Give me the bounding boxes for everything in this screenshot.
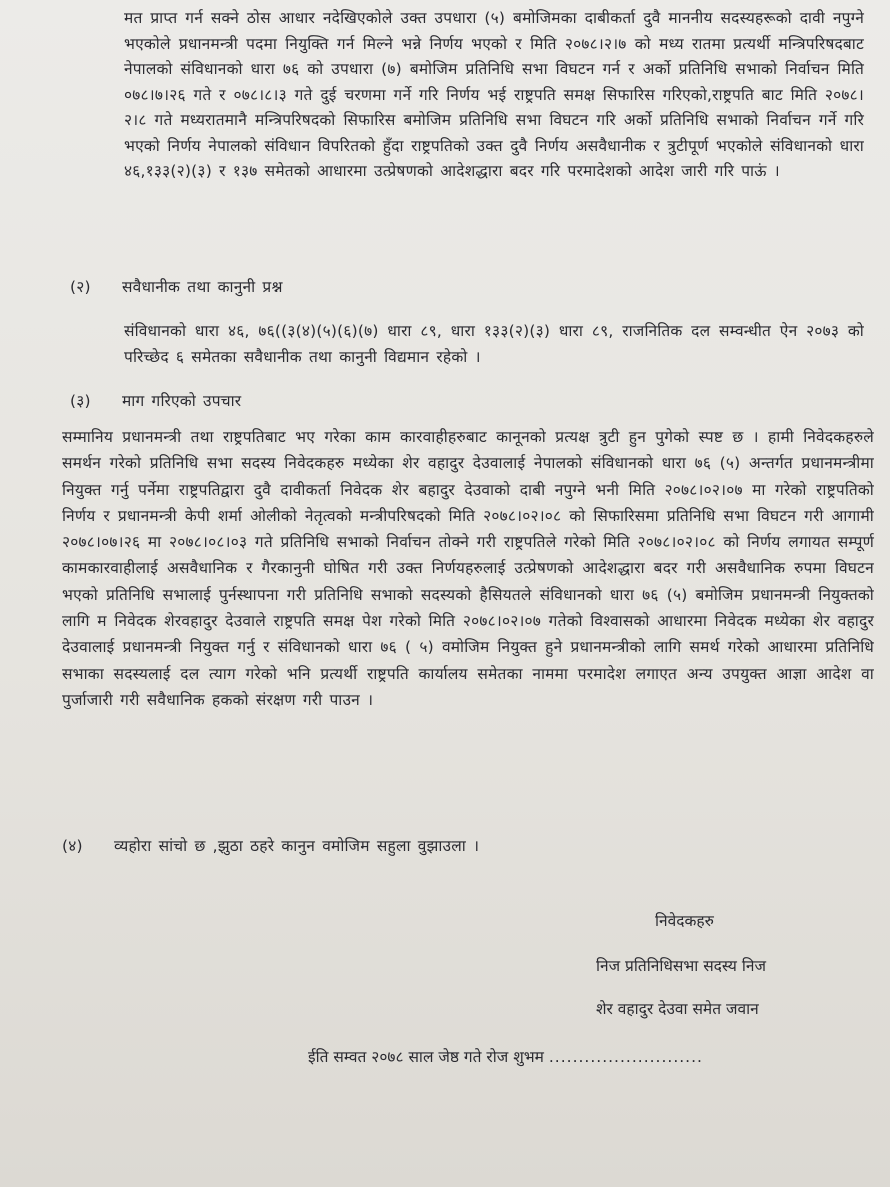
section-3-body: सम्मानिय प्रधानमन्त्री तथा राष्ट्रपतिबाट भए गरेका काम कारवाहीहरुबाट कानूनको प्रत्यक्ष त्रुटी हुन पुगेको स्पष्ट छ । हामी निवेदकहरुले समर्थन गरेको प्रतिनिधि सभा सदस्य निवेदकहरु मध्येका शेर वहादुर देउवालाई नेपालको संविधानको धारा ७६ (५) अन्तर्गत प्रधानमन्त्रीमा नियुक्त गर्नु पर्नेमा राष्ट्रपतिद्वारा दुवै दावीकर्ता निवेदक शेर बहादुर देउवाको दाबी नपुग्ने भनी मिति २०७८।०२।०७ मा गरेको राष्ट्रपतिको निर्णय र प्रधानमन्त्री केपी शर्मा ओलीको नेतृत्वको मन्त्रीपरिषदको मिति २०७८।०२।०८ को सिफारिसमा प्रतिनिधि सभा विघटन गरी आगामी २०७८।०७।२६ मा २०७८।०८।०३ गते प्रतिनिधि सभाको निर्वाचन तोक्ने गरी राष्ट्रपतिले गरेको मिति २०७८।०२।०८ को निर्णय लगायत सम्पूर्ण कामकारवाहीलाई असवैधानिक र गैरकानुनी घोषित गरी उक्त निर्णयहरुलाई उत्प्रेषणको आदेशद्धारा बदर गरी असवैधानिक रुपमा विघटन भएको प्रतिनिधि सभालाई पुर्नस्थापना गरी प्रतिनिधि सभाको सदस्यको हैसियतले संविधानको धारा ७६ (५) बमोजिम प्रधानमन्त्री नियुक्तको लागि म निवेदक शेरवहादुर देउवाले राष्ट्रपति समक्ष पेश गरेको मिति २०७८।०२।०७ गतेको विश्वासको आधारमा निवेदक मध्येका शेर वहादुर देउवालाई प्रधानमन्त्री नियुक्त गर्नु र संविधानको धारा ७६ ( ५) वमोजिम नियुक्त हुने प्रधानमन्त्रीको लागि समर्थ गरेको आधारमा प्रतिनिधि सभाका सदस्यलाई दल त्याग गरेको भनि प्रत्यर्थी राष्ट्रपति कार्यालय समेतका नाममा परमादेश लगाएत अन्य उपयुक्त आज्ञा आदेश वा पुर्जाजारी गरी सवैधानिक हकको संरक्षण गरी पाउन । bbox=[62, 428, 874, 709]
signature-title: निवेदकहरु bbox=[655, 912, 714, 930]
signature-line-1: निज प्रतिनिधिसभा सदस्य निज bbox=[596, 957, 766, 975]
section-3-heading bbox=[70, 389, 470, 415]
section-4-declaration bbox=[62, 834, 762, 860]
section-3-number: (३) bbox=[70, 392, 91, 410]
section-4-number: (४) bbox=[62, 837, 83, 855]
date-line-text: ईति सम्वत २०७८ साल जेष्ठ गते रोज शुभम bbox=[308, 1048, 544, 1066]
section-2-title: सवैधानीक तथा कानुनी प्रश्न bbox=[122, 278, 283, 296]
section-4-body: व्यहोरा सांचो छ ,झुठा ठहरे कानुन वमोजिम सहुला वुझाउला । bbox=[114, 837, 480, 855]
section-2-body: संविधानको धारा ४६, ७६((३(४)(५)(६)(७) धारा ८९, धारा १३३(२)(३) धारा ८९, राजनितिक दल सम्वन्धीत ऐन २०७३ को परिच्छेद ६ समेतका सवैधानीक तथा कानुनी विद्यमान रहेको । bbox=[124, 322, 864, 366]
section-3-title: माग गरिएको उपचार bbox=[122, 392, 242, 410]
date-blank: .......................... bbox=[548, 1048, 703, 1066]
date-line bbox=[308, 1046, 703, 1068]
section-2-number: (२) bbox=[70, 278, 91, 296]
paragraph-continuation: मत प्राप्त गर्न सक्ने ठोस आधार नदेखिएकोले उक्त उपधारा (५) बमोजिमका दाबीकर्ता दुवै माननीय सदस्यहरूको दावी नपुग्ने भएकोले प्रधानमन्त्री पदमा नियुक्ति गर्न मिल्ने भन्ने निर्णय भएको र मिति २०७८।२।७ को मध्य रातमा प्रत्यर्थी मन्त्रिपरिषदबाट नेपालको संविधानको धारा ७६ को उपधारा (७) बमोजिम प्रतिनिधि सभा विघटन गर्न र अर्को प्रतिनिधि सभाको निर्वाचन मिति ०७८।७।२६ गते र ०७८।८।३ गते दुई चरणमा गर्ने गरि निर्णय भई राष्ट्रपति समक्ष सिफारिस गरिएको,राष्ट्रपति बाट मिति २०७८।२।८ गते मध्यरातमानै मन्त्रिपरिषदको सिफारिस बमोजिम प्रतिनिधि सभा विघटन गरि अर्को प्रतिनिधि सभाको निर्वाचन गर्ने गरि भएको निर्णय नेपालको संविधान विपरितको हुँदा राष्ट्रपतिको उक्त दुवै निर्णय असवैधानीक र त्रुटीपूर्ण भएकोले संविधानको धारा ४६,१३३(२)(३) र १३७ समेतको आधारमा उत्प्रेषणको आदेशद्धारा बदर गरि परमादेशको आदेश जारी गरि पाऊं । bbox=[124, 9, 864, 180]
signature-line-2: शेर वहादुर देउवा समेत जवान bbox=[596, 1000, 759, 1018]
section-2-heading bbox=[70, 275, 470, 301]
